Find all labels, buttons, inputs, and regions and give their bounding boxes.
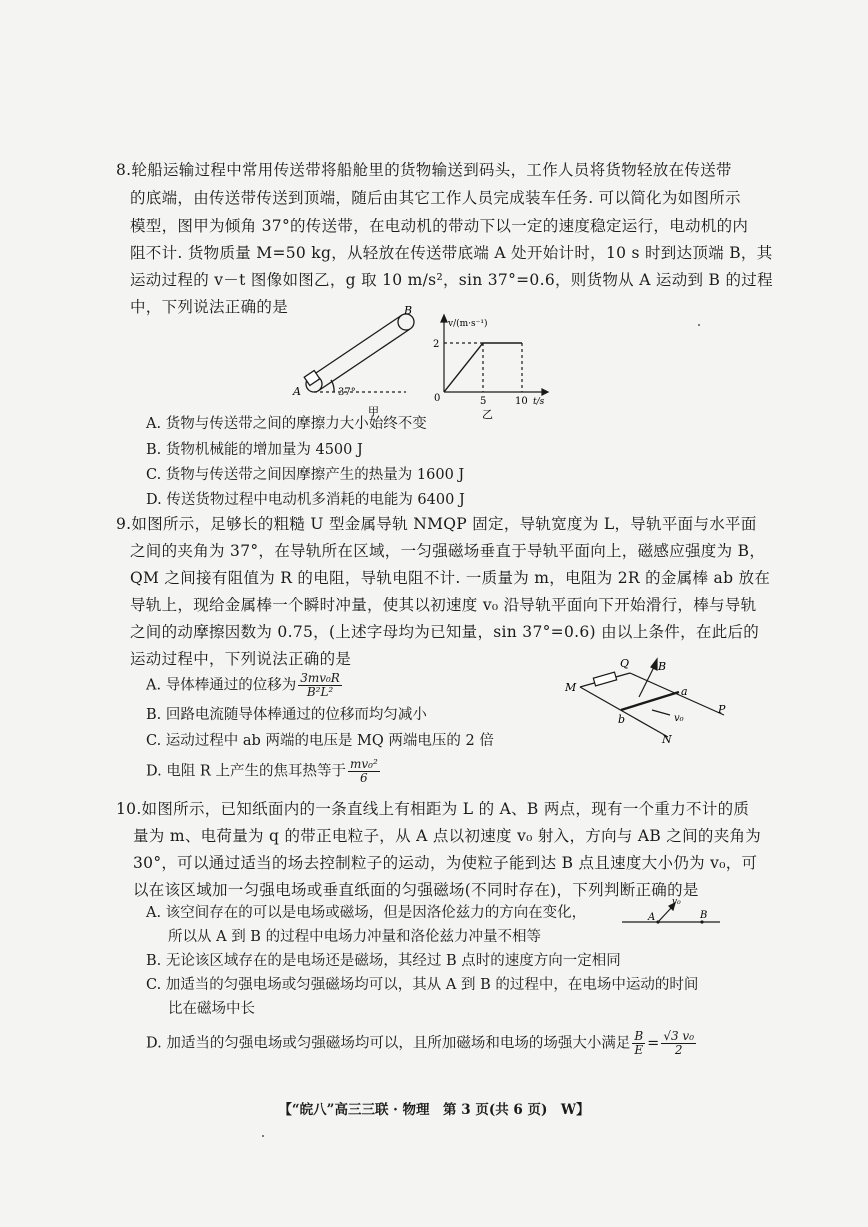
page-footer: 【“皖八”高三三联 · 物理 第 3 页(共 6 页) W】 <box>278 1102 590 1118</box>
q9-option-c: C. 运动过程中 ab 两端的电压是 MQ 两端电压的 2 倍 <box>146 733 494 749</box>
figure-caption-jia: 甲 <box>368 405 379 417</box>
label-a: A <box>293 385 301 398</box>
label-p: P <box>718 703 726 716</box>
fraction-denominator: B²L² <box>306 685 334 699</box>
y-tick-2: 2 <box>433 339 440 350</box>
q10-option-c-line-2: 比在磁场中长 <box>168 1001 255 1017</box>
q10-option-d <box>146 1030 698 1057</box>
velocity-arrow <box>652 710 670 715</box>
q9-line-3: QM 之间接有阻值为 R 的电阻，导轨电阻不计. 一质量为 m，电阻为 2R 的金属棒 ab 放在 <box>130 569 771 587</box>
y-axis-arrow <box>441 315 447 322</box>
q10-option-a-line-1: A. 该空间存在的可以是电场或磁场，但是因洛伦兹力的方向在变化， <box>146 905 587 921</box>
q10-line-2: 量为 m、电荷量为 q 的带正电粒子，从 A 点以初速度 v₀ 射入，方向与 AB 之间的夹角为 <box>133 827 762 845</box>
q8-option-c: C. 货物与传送带之间因摩擦产生的热量为 1600 J <box>146 467 465 483</box>
field-b-arrow <box>639 667 654 697</box>
origin-label: 0 <box>434 393 441 404</box>
metal-bar-ab <box>621 692 679 710</box>
label-b: B <box>404 305 413 317</box>
label-v0: v₀ <box>672 897 681 907</box>
q8-option-a: A. 货物与传送带之间的摩擦力大小始终不变 <box>146 416 427 432</box>
label-point-a: A <box>648 912 656 923</box>
q9-option-a <box>146 672 344 699</box>
q8-line-1: 8.轮船运输过程中常用传送带将船舱里的货物输送到码头，工作人员将货物轻放在传送带 <box>116 161 732 179</box>
label-a-end: a <box>681 685 688 698</box>
ratio-fraction <box>632 1030 645 1057</box>
value-fraction <box>661 1030 696 1057</box>
q10-option-b: B. 无论该区域存在的是电场还是磁场，其经过 B 点时的速度方向一定相同 <box>146 953 621 969</box>
fraction-denominator: E <box>634 1043 644 1057</box>
q8-line-2: 的底端，由传送带传送到顶端，随后由其它工作人员完成装车任务. 可以简化为如图所示 <box>130 189 741 207</box>
equals-sign: = <box>647 1035 660 1052</box>
q10-option-d-text: D. 加适当的匀强电场或匀强磁场均可以，且所加磁场和电场的场强大小满足 <box>146 1035 631 1052</box>
label-b-end: b <box>618 713 626 726</box>
field-b-arrowhead <box>651 659 657 670</box>
q8-line-6: 中，下列说法正确的是 <box>130 298 289 316</box>
label-v0: v₀ <box>674 713 684 724</box>
q8-line-3: 模型，图甲为倾角 37°的传送带，在电动机的带动下以一定的速度稳定运行，电动机的内 <box>130 217 749 235</box>
fraction-denominator: 2 <box>674 1043 683 1057</box>
angle-arc <box>331 380 334 392</box>
q8-line-4: 阻不计. 货物质量 M=50 kg，从轻放在传送带底端 A 处开始计时，10 s 时到达顶端 B，其 <box>130 244 773 262</box>
q10-line-1: 10.如图所示，已知纸面内的一条直线上有相距为 L 的 A、B 两点，现有一个重力不计的质 <box>116 800 750 818</box>
resistor-r <box>593 672 616 686</box>
q9-option-b: B. 回路电流随导体棒通过的位移而均匀减小 <box>146 707 427 723</box>
x-tick-10: 10 <box>515 396 528 407</box>
figure-caption-yi: 乙 <box>482 408 493 421</box>
q9-line-1: 9.如图所示，足够长的粗糙 U 型金属导轨 NMQP 固定，导轨宽度为 L，导轨平面与水平面 <box>116 515 757 533</box>
x-tick-5: 5 <box>480 396 487 407</box>
q8-line-5: 运动过程的 v－t 图像如图乙，g 取 10 m/s²，sin 37°=0.6，则货物从 A 运动到 B 的过程 <box>130 271 773 289</box>
q10-line-3: 30°，可以通过适当的场去控制粒子的运动，为使粒子能到达 B 点且速度大小仍为 v₀，可 <box>133 854 758 872</box>
label-point-b: B <box>700 910 708 921</box>
rail-figure <box>562 655 740 745</box>
label-q: Q <box>620 657 630 670</box>
vt-graph <box>425 312 550 424</box>
label-m: M <box>565 681 577 694</box>
initial-velocity-arrow <box>658 907 672 922</box>
scan-speck <box>262 1135 264 1137</box>
fraction-numerator: mv₀² <box>349 757 378 771</box>
q9-line-5: 之间的动摩擦因数为 0.75，(上述字母均为已知量，sin 37°=0.6) 由以上条件，在此后的 <box>130 623 760 641</box>
scan-speck <box>698 324 700 326</box>
fraction-numerator: √3 v₀ <box>663 1029 694 1043</box>
fraction-numerator: B <box>634 1029 644 1043</box>
fraction-numerator: 3mv₀R <box>300 671 340 685</box>
rail-qp <box>630 673 724 715</box>
conveyor-belt-figure <box>288 305 428 417</box>
q10-option-c-line-1: C. 加适当的匀强电场或匀强磁场均可以，其从 A 到 B 的过程中，在电场中运动的时间 <box>146 977 699 993</box>
q10-option-a-line-2: 所以从 A 到 B 的过程中电场力冲量和洛伦兹力冲量不相等 <box>168 929 542 945</box>
label-b-field: B <box>658 660 667 673</box>
label-n: N <box>662 733 672 745</box>
q9-line-2: 之间的夹角为 37°，在导轨所在区域，一匀强磁场垂直于导轨平面向上，磁感应强度为 B， <box>130 542 766 560</box>
graph-ylabel: v/(m·s⁻¹) <box>448 319 488 329</box>
displacement-fraction <box>298 672 342 699</box>
q9-option-a-text: A. 导体棒通过的位移为 <box>146 677 297 694</box>
graph-xlabel: t/s <box>533 397 545 407</box>
angle-label: 37° <box>338 387 356 398</box>
q9-line-6: 运动过程中，下列说法正确的是 <box>130 650 352 668</box>
q8-option-b: B. 货物机械能的增加量为 4500 J <box>146 442 363 458</box>
fraction-denominator: 6 <box>360 771 368 785</box>
heat-fraction <box>348 758 380 785</box>
point-a <box>656 920 659 923</box>
q9-option-d <box>146 758 382 785</box>
ab-line-figure <box>620 893 722 933</box>
q9-option-d-text: D. 电阻 R 上产生的焦耳热等于 <box>146 763 346 780</box>
q8-option-d: D. 传送货物过程中电动机多消耗的电能为 6400 J <box>146 492 465 508</box>
x-axis-arrow <box>542 389 548 395</box>
rail-mn <box>580 687 668 737</box>
belt-upper-edge <box>310 315 402 377</box>
q10-line-4: 以在该区域加一匀强电场或垂直纸面的匀强磁场(不同时存在)，下列判断正确的是 <box>133 881 699 899</box>
q9-line-4: 导轨上，现给金属棒一个瞬时冲量，使其以初速度 v₀ 沿导轨平面向下开始滑行，棒与导轨 <box>130 596 757 614</box>
